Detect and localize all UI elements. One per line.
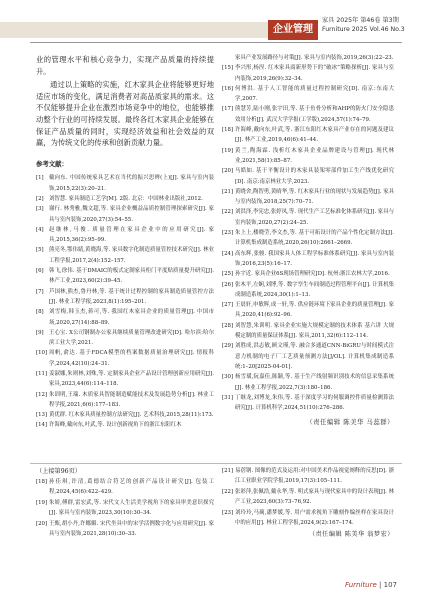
reference-list-right bbox=[222, 53, 394, 413]
reference-number: [22] bbox=[222, 488, 234, 495]
reference-list-left bbox=[36, 173, 214, 430]
reference-item bbox=[222, 84, 394, 105]
reference-number: [1] bbox=[36, 175, 44, 182]
journal-info-en: Furniture 2025 Vol.46 No.3 bbox=[322, 26, 405, 33]
reference-item bbox=[222, 104, 394, 125]
reference-number: [19] bbox=[36, 499, 48, 506]
reference-item bbox=[222, 228, 394, 249]
reference-number: [7] bbox=[36, 288, 44, 295]
reference-item bbox=[36, 410, 214, 420]
reference-text: 周帆,俞达. 基于FDCA模型的档案数据质量治理研究[J]. 情报科学,2024,42(10):24–31. bbox=[49, 350, 214, 367]
reference-number: [27] bbox=[222, 302, 234, 309]
reference-text: 李兴彤,杨涅. 红木家具商新形势下的“破冰”策略探析[J]. 家具与室内装饰,2019,26(9):32–34. bbox=[235, 65, 394, 82]
reference-number: [17] bbox=[222, 106, 234, 113]
reference-number: [16] bbox=[222, 85, 234, 92]
page-footer bbox=[345, 581, 397, 589]
reference-number: [8] bbox=[36, 309, 44, 316]
reference-text: 马皓如. 基于平衡设计的木家具装架零部件加工生产线优化研究[D]. 南京:南京林业大学,2023. bbox=[235, 168, 394, 185]
reference-text: 黄晓舍,陶智勇,黄晴华,等. 红木家具行业的现状与发展趋势[J]. 家具与室内装饰,2018,25(7):70–71. bbox=[235, 188, 394, 206]
reference-text: 何博洪. 基于人工智能的质量过程控制研究[D]. 南京:东南大学,2007. bbox=[235, 85, 394, 103]
reference-text: 张彩萍,张佩浩,戴永华,等. 明式家具与现代家具中的设计表现[J]. 林产工业,2023,60(3):73–76,92. bbox=[235, 488, 394, 506]
body-paragraph: 业的管理水平和核心竞争力，实现产品质量的持续提升。 bbox=[36, 55, 214, 76]
editor-credit: （责任编辑 陈美华 马蕊群） bbox=[306, 418, 394, 427]
continuation-right bbox=[222, 466, 394, 538]
body-paragraph: 通过以上策略的实施，红木家具企业将能够更好地适应市场的变化，满足消费者对高品质家具的需求。这不仅能够提升企业在激烈市场竞争中的地位，也能够推动整个行业的可持续发展。最终各红木家具企业能够在保证产品质量的同时，实现经济效益和社会效益的双赢，为传统文化的传承和创新贡献力量。 bbox=[36, 80, 214, 148]
reference-text: 许海峰,戴向东,叶武,等. 设计创新视角下的浙江东阳红木 bbox=[49, 422, 182, 429]
reference-text: 熊慧芳,陆小刚,张宇田,等. 基于鱼骨分析和AHP的防火门安全隐患效用分析[J]. 武汉大学学报(工学版),2024,57(1):74–79. bbox=[235, 106, 394, 123]
reference-number: [12] bbox=[36, 391, 48, 398]
reference-text: 丁继龙,刘博龙,朱伟,等. 基于深度学习的伺服调控件质量检测算法研究[J]. 计算机科学,2024,51(10):276–286. bbox=[235, 394, 394, 412]
reference-item bbox=[36, 369, 214, 390]
reference-text: 谢行. 林秀雅,魏文超,等. 家具企业概益品质控制管理探索研究[J]. 家具与室内装饰,2020,27(3):54–55. bbox=[49, 206, 214, 223]
reference-text: 家具产业发展路径与对策[J]. 家具与室内装饰,2019,26(3):22–23. bbox=[235, 55, 394, 61]
reference-text: 熊亮冬,鄂伟婧,黄晓海,等. 家具数字化制造质量管控技术研究[J]. 林业工程学报,2017,2(4):152–157. bbox=[49, 247, 214, 264]
left-column bbox=[36, 54, 214, 431]
reference-text: 王甄,胡小丹,许娜媚. 宋代坐具中的宋学活例数字化与应用研究[J]. 家具与室内装饰,2021,28(10):30–33. bbox=[49, 520, 214, 538]
reference-number: [23] bbox=[222, 509, 234, 516]
reference-number: [20] bbox=[222, 168, 234, 175]
reference-text: 许海峰,戴向东,叶武,等. 浙江东阳红木家具产业存在的问题及建议[J]. 林产工业,2019,46(6):41–44. bbox=[235, 127, 394, 144]
reference-item bbox=[36, 194, 214, 204]
reference-text: 高东辉,张骏. 我国家具人体工程学标准体系研究[J]. 家具与室内装饰,2016,23(5):16–17. bbox=[235, 250, 394, 267]
reference-item bbox=[36, 225, 214, 246]
reference-number: [6] bbox=[36, 268, 44, 275]
reference-item bbox=[36, 307, 214, 328]
reference-item bbox=[36, 328, 214, 349]
reference-number: [23] bbox=[222, 230, 234, 237]
reference-item bbox=[36, 390, 214, 411]
reference-item bbox=[36, 266, 214, 287]
reference-item bbox=[36, 420, 214, 430]
reference-number: [9] bbox=[36, 329, 44, 336]
reference-number: [2] bbox=[36, 195, 44, 202]
reference-text: 戴向东. 中国传统家具艺术在当代的振兴思辨(上)[J]. 家具与室内装饰,2015,22(3):20–21. bbox=[49, 175, 214, 192]
reference-item bbox=[222, 280, 394, 301]
reference-text: 易蓓钢. 图像的范式及运用:对中国美术作品视觉阐释的反思[D]. 浙江工业职业学院学报,2019,17(3):105–111. bbox=[235, 468, 394, 485]
reference-item bbox=[36, 348, 214, 369]
reference-text: 孙佳琪,许清,葛德结合符艺的创新产品设计研究[J]. 包装工程,2024,45(6):422–429. bbox=[49, 479, 214, 496]
reference-number: [5] bbox=[36, 247, 44, 254]
reference-item bbox=[222, 393, 394, 414]
reference-item bbox=[222, 63, 394, 84]
reference-item bbox=[222, 146, 394, 167]
reference-item bbox=[36, 287, 214, 308]
continuation-note: （上接第96页） bbox=[36, 468, 81, 475]
reference-number: [3] bbox=[36, 206, 44, 213]
reference-item bbox=[36, 498, 214, 519]
reference-item bbox=[222, 249, 394, 270]
reference-text: 朱娇,傅群,雷宏武,等. 宋代文人生活美学视角下的家具审美意识探究[J]. 家具与室内装饰,2023,30(10):30–34. bbox=[49, 499, 214, 517]
reference-number: [4] bbox=[36, 226, 44, 233]
reference-item bbox=[222, 466, 394, 487]
reference-number: [21] bbox=[222, 188, 234, 195]
reference-item bbox=[222, 166, 394, 187]
reference-number: [22] bbox=[222, 209, 234, 216]
reference-number: [11] bbox=[36, 370, 48, 377]
reference-text: 韩飞,徐伟. 基于DMAIC的板式定制家具柜门平度贴质量提升研究[J]. 林产工业,2023,60(2):39–45. bbox=[49, 268, 214, 285]
reference-item bbox=[222, 321, 394, 342]
reference-item bbox=[222, 53, 394, 63]
reference-text: 张木平,左娴,刘博,等. 数字孪生车间制造过程管理平台[J]. 计算机集成制造系统,2024,30(1):1–13. bbox=[235, 281, 394, 298]
right-column bbox=[222, 53, 394, 428]
reference-text: 杨雪璜,阮嘉佳,陈颖,等. 基于生产线射频识别技术的信息采集系统[J]. 林业工程学报,2022,7(3):180–186. bbox=[235, 374, 394, 391]
reference-number: [30] bbox=[222, 374, 234, 381]
reference-number: [21] bbox=[222, 468, 234, 474]
reference-text: 王晨轩,申敏辉,成一轩,等. 供应链环境下家具企业的质量管理[J]. 家具,2020,41(6):92–96. bbox=[235, 302, 394, 319]
reference-text: 朱训明,王瑞. 木质家具智能制造赋能技术及发展趋势分析[J]. 林业工程学报,2021,6(6):177–183. bbox=[49, 391, 214, 408]
reference-number: [13] bbox=[36, 412, 48, 419]
reference-number: [10] bbox=[36, 350, 48, 357]
reference-item bbox=[36, 519, 214, 540]
continuation-refs-right bbox=[222, 466, 394, 528]
reference-item bbox=[36, 477, 214, 498]
reference-number: [31] bbox=[222, 394, 234, 401]
reference-text: 黄优群. 红木家具质量控制方法研究[J]. 艺术科技,2015,28(11):173. bbox=[49, 412, 214, 419]
section-divider bbox=[30, 463, 402, 464]
page-number: 107 bbox=[383, 581, 397, 589]
reference-text: 刘智慧,朱训明. 家具企业实施大规模定制的技术体系 基六讲 大规模定制的质量保证体系[J]. 家具,2011,32(6):112–114. bbox=[235, 322, 394, 340]
reference-number: [19] bbox=[222, 147, 234, 154]
reference-number: [18] bbox=[222, 127, 234, 134]
reference-item bbox=[36, 204, 214, 225]
reference-item bbox=[222, 125, 394, 146]
header-band bbox=[0, 22, 268, 38]
continuation-left bbox=[36, 466, 214, 539]
footer-separator: | bbox=[379, 581, 382, 589]
reference-text: 姜淑娜,朱则林,刘殊,等. 定制家具企业产品设计管理创新应用研究[J]. 家具,2023,44(6):114–118. bbox=[49, 370, 214, 388]
reference-text: 刘玲玲,马蔺,潘梦媛,等. 用户需求视角下雕刻作编丝样在家具设计中的应用[J]. 林业工程学报,2024,9(2):167–174. bbox=[235, 509, 394, 527]
reference-item bbox=[36, 245, 214, 266]
reference-text: 刘洪泽,李宪忠,张婷凤,等. 现代生产工艺标准化体系研究[J]. 家具与室内装饰,2020,27(2):24–25. bbox=[235, 209, 394, 226]
reference-text: 孙宇近. 家具企业6S现场管理研究[D]. 杭州:浙江农林大学,2016. bbox=[235, 271, 390, 278]
reference-number: [28] bbox=[222, 322, 234, 329]
reference-text: 刘胜成,洪志敏,顾文瑾,等. 融合多通道CNN-BiGRU与时间模式注意力机制的电子厂工艺质量预测方法[J/OL]. 计算机集成制造系统:1–20[2025-04-01]. bbox=[235, 343, 394, 370]
journal-info bbox=[322, 16, 426, 34]
references-title: 参考文献： bbox=[36, 159, 68, 168]
reference-text: 黄兰,陶海霖. 浅析红木家具企业品牌建设与管理[J]. 现代林业,2021,58(1):85–87. bbox=[235, 147, 394, 164]
reference-item bbox=[222, 207, 394, 228]
reference-item bbox=[222, 341, 394, 372]
reference-item bbox=[36, 173, 214, 194]
reference-item bbox=[222, 487, 394, 508]
reference-number: [29] bbox=[222, 343, 234, 350]
reference-number: [26] bbox=[222, 281, 234, 288]
page-header bbox=[0, 0, 427, 46]
reference-item bbox=[222, 269, 394, 279]
reference-item bbox=[222, 187, 394, 208]
reference-text: 芦国林,熊杰,鲁丹林,等. 基于统计过程控制的家具制造质量管控方法[J]. 林业工程学报,2023,8(1):195–201. bbox=[49, 288, 214, 305]
reference-item bbox=[222, 300, 394, 321]
reference-number: [14] bbox=[36, 422, 48, 429]
reference-item bbox=[222, 508, 394, 529]
reference-text: 刘智慧. 家具制造工艺学[M]. 2版. 北京：中国林业出版社,2012. bbox=[49, 195, 203, 202]
reference-number: [25] bbox=[222, 271, 234, 278]
continuation-refs-left bbox=[36, 477, 214, 539]
section-tag: 企业管理 bbox=[268, 20, 318, 40]
reference-text: 赵继林,马俊. 质量管理在家具企业中的应用研究[J]. 家具,2015,36(2):95–99. bbox=[49, 226, 214, 244]
reference-text: 刘雪梅,韩玉杰,蒋可,等. 我国红木家具企业的质量管理[J]. 中国市场,2020,27(14):88–89. bbox=[49, 309, 214, 326]
footer-brand: Furniture bbox=[344, 581, 377, 589]
header-rule bbox=[30, 42, 402, 43]
reference-text: 朱上上,楼晓莹,李文杰,等. 基于可拓设计的产品个性化定制方法[J]. 计算机集成制造系统,2020,26(10):2661–2669. bbox=[235, 230, 394, 247]
journal-info-cn: 家具 2025年 第46卷 第3期 bbox=[322, 17, 399, 24]
reference-item bbox=[222, 372, 394, 393]
reference-number: [20] bbox=[36, 520, 48, 527]
reference-number: [15] bbox=[222, 65, 234, 72]
reference-number: [18] bbox=[36, 479, 48, 485]
reference-number: [24] bbox=[222, 250, 234, 257]
reference-text: 王心宝. X公司钢制办公家具继续质量管理改进研究[D]. 哈尔滨:哈尔滨工业大学,2021. bbox=[49, 329, 214, 347]
editor-credit-bottom: （责任编辑 陈美华 翁梦宏） bbox=[308, 531, 394, 539]
